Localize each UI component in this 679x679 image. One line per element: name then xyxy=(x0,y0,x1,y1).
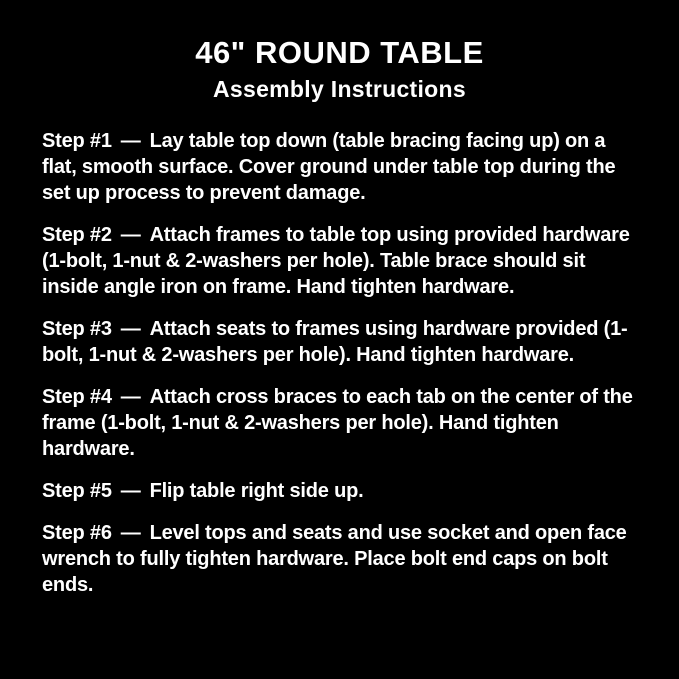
steps-list xyxy=(42,128,637,598)
step-4-paragraph xyxy=(42,384,637,462)
em-dash: — xyxy=(120,129,141,152)
page-subtitle: Assembly Instructions xyxy=(213,75,466,102)
step-6-label: Step #6 xyxy=(42,521,112,544)
step-1-paragraph xyxy=(42,128,637,206)
step-3-text: Attach seats to frames using hardware provided (1-bolt, 1-nut & 2-washers per hole). Hand tighten hardware. xyxy=(42,317,628,366)
step-5-text: Flip table right side up. xyxy=(149,479,364,502)
step-2-text: Attach frames to table top using provided hardware (1-bolt, 1-nut & 2-washers per hole). Table brace should sit inside angle iron on frame. Hand tighten hardware. xyxy=(42,223,630,298)
step-3-paragraph xyxy=(42,316,637,368)
step-4-text: Attach cross braces to each tab on the center of the frame (1-bolt, 1-nut & 2-washers per hole). Hand tighten hardware. xyxy=(42,385,633,460)
step-6-paragraph xyxy=(42,520,637,598)
step-3-label: Step #3 xyxy=(42,317,112,340)
page-title: 46" ROUND TABLE xyxy=(195,35,484,70)
em-dash: — xyxy=(120,385,141,408)
em-dash: — xyxy=(120,521,141,544)
step-5-label: Step #5 xyxy=(42,479,112,502)
step-4-label: Step #4 xyxy=(42,385,112,408)
em-dash: — xyxy=(120,479,141,502)
step-1-text: Lay table top down (table bracing facing up) on a flat, smooth surface. Cover ground under table top during the set up process to prevent damage. xyxy=(42,129,616,204)
step-6-text: Level tops and seats and use socket and open face wrench to fully tighten hardware. Place bolt end caps on bolt ends. xyxy=(42,521,627,596)
em-dash: — xyxy=(120,317,141,340)
step-2-paragraph xyxy=(42,222,637,300)
step-2-label: Step #2 xyxy=(42,223,112,246)
step-5-paragraph xyxy=(42,478,637,504)
em-dash: — xyxy=(120,223,141,246)
step-1-label: Step #1 xyxy=(42,129,112,152)
